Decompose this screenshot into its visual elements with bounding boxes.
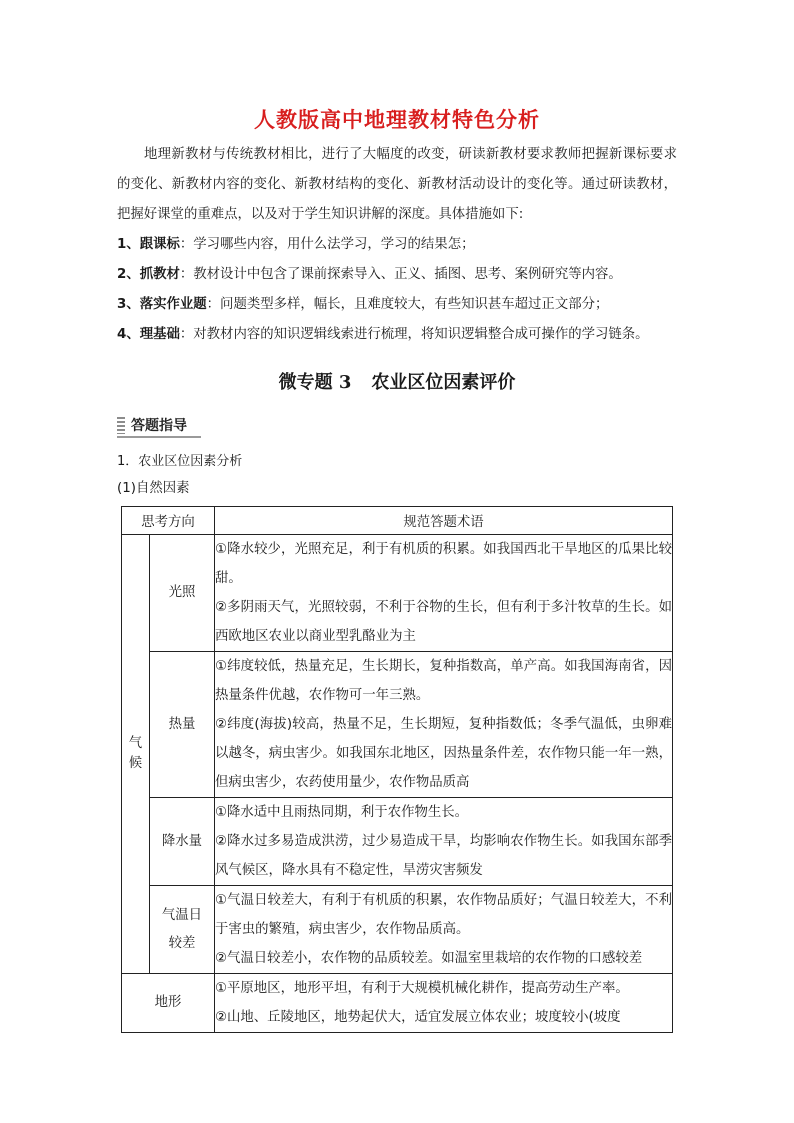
measure-item-1 (117, 230, 677, 260)
measure-item-3 (117, 290, 677, 320)
term-line: ②降水过多易造成洪涝，过少易造成干旱，均影响农作物生长。如我国东部季风气候区，降水具有不稳定性，旱涝灾害频发 (215, 834, 672, 878)
factor-label: 气温日较差 (161, 907, 203, 951)
factor-cell: 降水量 (150, 798, 215, 886)
measure-label: 2、抓教材 (117, 267, 180, 282)
term-line: ①气温日较差大，有利于有机质的积累，农作物品质好；气温日较差大，不利于害虫的繁殖，病虫害少，农作物品质高。 (215, 893, 672, 937)
table-row (122, 974, 673, 1033)
measure-label: 3、落实作业题 (117, 297, 207, 312)
measure-item-4 (117, 320, 677, 350)
factor-table (121, 506, 673, 1033)
table-row (122, 798, 673, 886)
term-line: ①降水适中且雨热同期，利于农作物生长。 (215, 805, 469, 820)
term-line: ②山地、丘陵地区，地势起伏大，适宜发展立体农业；坡度较小(坡度 (215, 1010, 621, 1025)
terms-cell (215, 886, 673, 974)
measure-text: ：问题类型多样，幅长，且难度较大，有些知识甚车超过正文部分； (206, 297, 609, 312)
subsection-heading: (1)自然因素 (117, 481, 190, 496)
terms-cell (215, 652, 673, 798)
climate-category-cell (122, 535, 150, 974)
answer-guide-label: 答题指导 (131, 418, 187, 434)
topic-title (0, 368, 794, 394)
topic-name: 农业区位因素评价 (371, 372, 516, 393)
striped-bar-icon (117, 417, 125, 434)
terms-cell (215, 535, 673, 652)
topic-number: 微专题 3 (278, 372, 352, 393)
measure-label: 1、跟课标 (117, 237, 180, 252)
terms-cell (215, 974, 673, 1033)
header-direction: 思考方向 (122, 507, 215, 535)
term-line: ①降水较少，光照充足，利于有机质的积累。如我国西北干旱地区的瓜果比较甜。 (215, 542, 672, 586)
intro-paragraph: 地理新教材与传统教材相比，进行了大幅度的改变，研读新教材要求教师把握新课标要求的变化、新教材内容的变化、新教材结构的变化、新教材活动设计的变化等。通过研读教材，把握好课堂的重难点，以及对于学生知识讲解的深度。具体措施如下: (117, 147, 677, 222)
term-line: ②纬度(海拔)较高，热量不足，生长期短，复种指数低；冬季气温低，虫卵难以越冬，病虫害少。如我国东北地区，因热量条件差，农作物只能一年一熟，但病虫害少，农药使用量少，农作物品质高 (215, 717, 672, 790)
measure-text: ：学习哪些内容，用什么法学习，学习的结果怎； (179, 237, 475, 252)
measure-text: ：教材设计中包含了课前探索导入、正义、插图、思考、案例研究等内容。 (179, 267, 622, 282)
factor-cell: 热量 (150, 652, 215, 798)
factor-cell (150, 886, 215, 974)
term-line: ①纬度较低，热量充足，生长期长，复种指数高，单产高。如我国海南省，因热量条件优越，农作物可一年三熟。 (215, 659, 672, 703)
header-terms: 规范答题术语 (215, 507, 673, 535)
intro-section (117, 140, 677, 350)
answer-guide-heading (117, 416, 201, 438)
terms-cell (215, 798, 673, 886)
factor-cell: 地形 (122, 974, 215, 1033)
table-row (122, 652, 673, 798)
document-title: 人教版高中地理教材特色分析 (254, 108, 540, 132)
table-row (122, 535, 673, 652)
measure-text: ：对教材内容的知识逻辑线索进行梳理，将知识逻辑整合成可操作的学习链条。 (179, 327, 649, 342)
section-heading: 1．农业区位因素分析 (117, 454, 243, 469)
measure-item-2 (117, 260, 677, 290)
term-line: ②多阴雨天气，光照较弱，不利于谷物的生长，但有利于多汁牧草的生长。如西欧地区农业以商业型乳酪业为主 (215, 600, 672, 644)
table-row (122, 886, 673, 974)
term-line: ①平原地区，地形平坦，有利于大规模机械化耕作，提高劳动生产率。 (215, 981, 629, 996)
table-header-row (122, 507, 673, 535)
term-line: ②气温日较差小，农作物的品质较差。如温室里栽培的农作物的口感较差 (215, 951, 643, 966)
climate-category-label: 气候 (128, 736, 143, 771)
factor-cell: 光照 (150, 535, 215, 652)
measure-label: 4、理基础 (117, 327, 180, 342)
